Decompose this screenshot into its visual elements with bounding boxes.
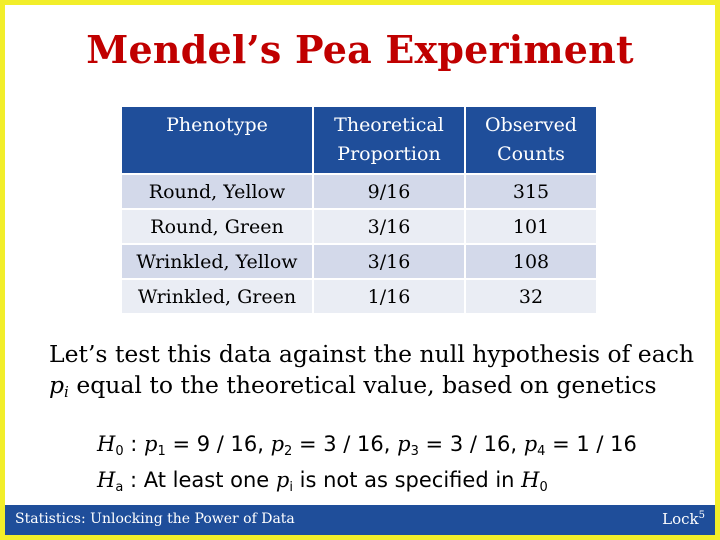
phenotype-table — [120, 105, 598, 315]
ha-text-2: is not as specified in — [292, 468, 522, 492]
body-paragraph — [49, 339, 699, 408]
h0-symbol: H — [97, 432, 116, 456]
h0-p2-var: p — [270, 432, 285, 456]
cell-phenotype: Wrinkled, Yellow — [122, 245, 312, 278]
table-header-row — [122, 107, 596, 173]
h0-p3-value: = 3 / 16, — [418, 432, 524, 456]
ha-sub: a — [115, 480, 124, 495]
h0-p3-sub: 3 — [410, 444, 419, 459]
body-line-2: equal to the theoretical value, based on genetics — [68, 371, 657, 399]
ha-ref-sub: 0 — [539, 480, 548, 495]
h0-p4-var: p — [523, 432, 538, 456]
ha-var-p: p — [275, 468, 290, 492]
body-var-sub: i — [64, 383, 69, 401]
header-phenotype-text: Phenotype — [166, 114, 268, 136]
cell-count: 32 — [466, 280, 596, 313]
header-theoretical-line2: Proportion — [337, 143, 441, 165]
h0-p1-value: = 9 / 16, — [165, 432, 271, 456]
header-observed-line1: Observed — [485, 114, 577, 136]
footer-book-title: Statistics: Unlocking the Power of Data — [15, 511, 295, 527]
ha-var-sub: i — [289, 480, 293, 495]
slide-title: Mendel’s Pea Experiment — [86, 27, 634, 72]
cell-count: 108 — [466, 245, 596, 278]
cell-proportion: 3/16 — [314, 210, 464, 243]
header-phenotype — [122, 107, 312, 173]
h0-p4-sub: 4 — [537, 444, 546, 459]
h0-p1-var: p — [144, 432, 158, 456]
footer-bar — [5, 505, 715, 535]
cell-proportion: 9/16 — [314, 175, 464, 208]
h0-p2-sub: 2 — [284, 444, 293, 459]
alternative-hypothesis — [97, 466, 657, 502]
cell-count: 315 — [466, 175, 596, 208]
h0-p2-value: = 3 / 16, — [292, 432, 398, 456]
h0-colon: : — [123, 432, 145, 456]
table-row — [122, 245, 596, 278]
ha-symbol: H — [97, 468, 116, 492]
h0-p4-value: = 1 / 16 — [545, 432, 637, 456]
header-theoretical-proportion — [314, 107, 464, 173]
cell-phenotype: Round, Green — [122, 210, 312, 243]
cell-count: 101 — [466, 210, 596, 243]
cell-phenotype: Round, Yellow — [122, 175, 312, 208]
header-observed-counts — [466, 107, 596, 173]
cell-proportion: 1/16 — [314, 280, 464, 313]
table-row — [122, 210, 596, 243]
body-var-p: p — [49, 371, 65, 399]
footer-author — [662, 510, 705, 528]
h0-sub: 0 — [115, 444, 124, 459]
ha-ref-symbol: H — [521, 468, 540, 492]
table-row — [122, 175, 596, 208]
footer-author-name: Lock — [662, 510, 699, 528]
null-hypothesis — [97, 430, 657, 466]
footer-author-sup: 5 — [698, 510, 705, 521]
cell-phenotype: Wrinkled, Green — [122, 280, 312, 313]
ha-text-1: : At least one — [123, 468, 276, 492]
h0-p1-sub: 1 — [157, 444, 166, 459]
hypotheses — [97, 430, 657, 502]
table-row — [122, 280, 596, 313]
body-line-1: Let’s test this data against the null hypothesis of each — [49, 340, 695, 368]
header-observed-line2: Counts — [497, 143, 565, 165]
header-theoretical-line1: Theoretical — [334, 114, 444, 136]
cell-proportion: 3/16 — [314, 245, 464, 278]
h0-p3-var: p — [397, 432, 411, 456]
